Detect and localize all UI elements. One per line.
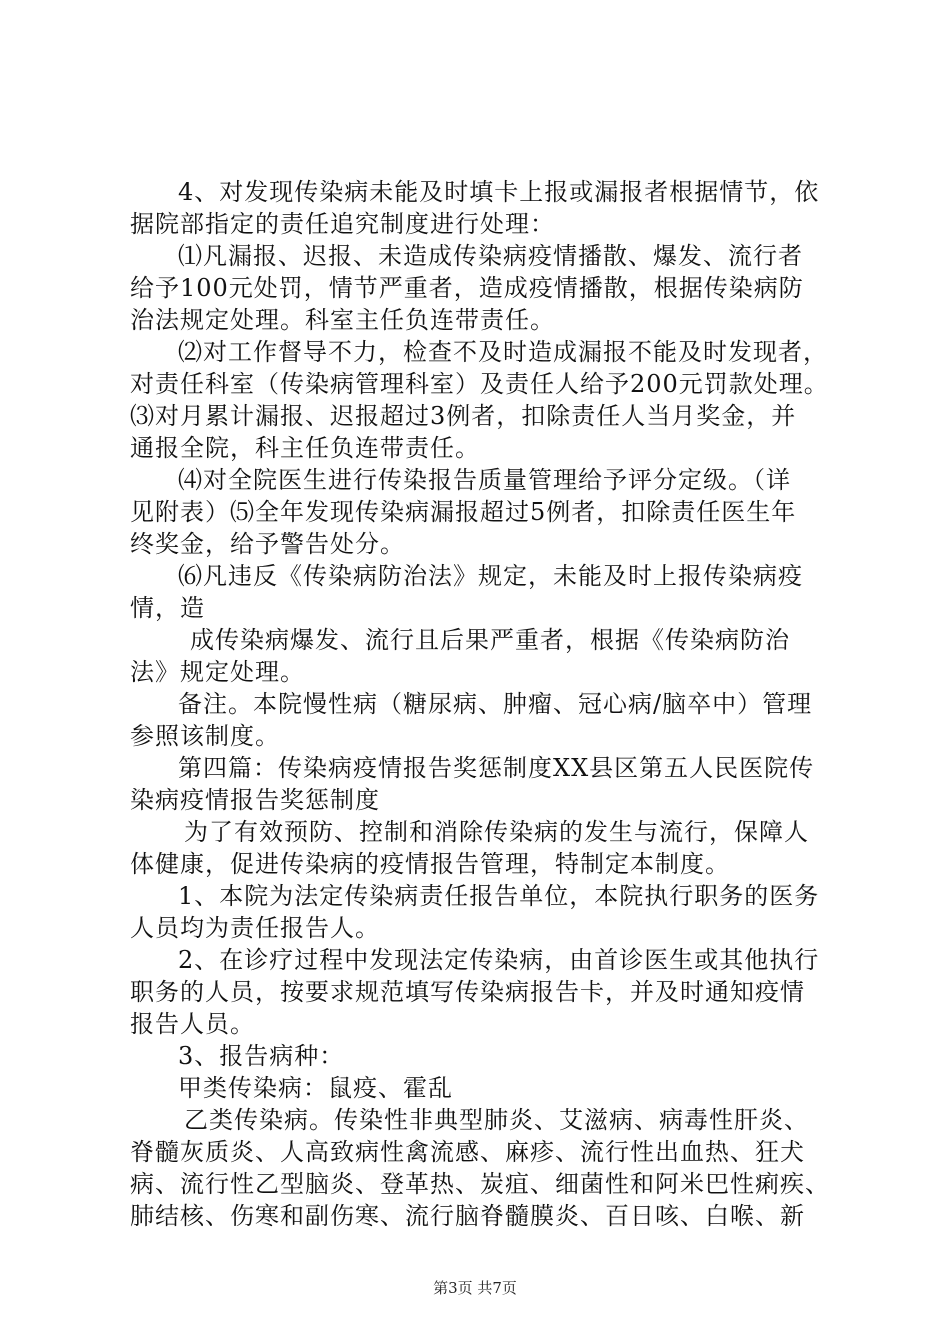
page-footer [0,1278,950,1298]
section-heading-line: 第四篇：传染病疫情报告奖惩制度XX县区第五人民医院传 [178,754,815,782]
paragraph-line: ⑹凡违反《传染病防治法》规定，未能及时上报传染病疫 [178,562,803,590]
paragraph-line: 终奖金，给予警告处分。 [130,530,405,558]
paragraph-line: 情，造 [130,594,205,622]
paragraph-line: 备注。本院慢性病（糖尿病、肿瘤、冠心病/脑卒中）管理 [178,690,813,718]
paragraph-line: 人员均为责任报告人。 [130,914,380,942]
paragraph-line: 1、本院为法定传染病责任报告单位，本院执行职务的医务 [178,882,820,910]
paragraph-line: 对责任科室（传染病管理科室）及责任人给予200元罚款处理。 [130,370,829,398]
paragraph-line: 为了有效预防、控制和消除传染病的发生与流行，保障人 [184,818,809,846]
paragraph-line: 3、报告病种： [178,1042,345,1070]
paragraph-line: 4、对发现传染病未能及时填卡上报或漏报者根据情节，依 [178,178,820,206]
paragraph-line: ⑷对全院医生进行传染报告质量管理给予评分定级。（详 [178,466,791,494]
page-number: 第3页 共7页 [433,1279,517,1297]
paragraph-line: 治法规定处理。科室主任负连带责任。 [130,306,555,334]
paragraph-line: 职务的人员，按要求规范填写传染病报告卡，并及时通知疫情 [130,978,805,1006]
paragraph-line: 法》规定处理。 [130,658,305,686]
paragraph-line: 肺结核、伤寒和副伤寒、流行脑脊髓膜炎、百日咳、白喉、新 [130,1202,805,1230]
paragraph-line: ⑴凡漏报、迟报、未造成传染病疫情播散、爆发、流行者 [178,242,803,270]
section-heading-line: 染病疫情报告奖惩制度 [130,786,380,814]
paragraph-line: 报告人员。 [130,1010,255,1038]
paragraph-line: 成传染病爆发、流行且后果严重者，根据《传染病防治 [190,626,790,654]
paragraph-line: 病、流行性乙型脑炎、登革热、炭疽、细菌性和阿米巴性痢疾、 [130,1170,830,1198]
paragraph-line: 脊髓灰质炎、人高致病性禽流感、麻疹、流行性出血热、狂犬 [130,1138,805,1166]
paragraph-line: ⑶对月累计漏报、迟报超过3例者，扣除责任人当月奖金，并 [130,402,797,430]
paragraph-line: 2、在诊疗过程中发现法定传染病，由首诊医生或其他执行 [178,946,820,974]
paragraph-line: 见附表）⑸全年发现传染病漏报超过5例者，扣除责任医生年 [130,498,797,526]
paragraph-line: 通报全院，科主任负连带责任。 [130,434,480,462]
paragraph-line: 体健康，促进传染病的疫情报告管理，特制定本制度。 [130,850,730,878]
paragraph-line: 据院部指定的责任追究制度进行处理： [130,210,555,238]
paragraph-line: 甲类传染病：鼠疫、霍乱 [178,1074,453,1102]
paragraph-line: 乙类传染病。传染性非典型肺炎、艾滋病、病毒性肝炎、 [184,1106,809,1134]
paragraph-line: 参照该制度。 [130,722,280,750]
paragraph-line: ⑵对工作督导不力，检查不及时造成漏报不能及时发现者， [178,338,828,366]
paragraph-line: 给予100元处罚，情节严重者，造成疫情播散，根据传染病防 [130,274,804,302]
